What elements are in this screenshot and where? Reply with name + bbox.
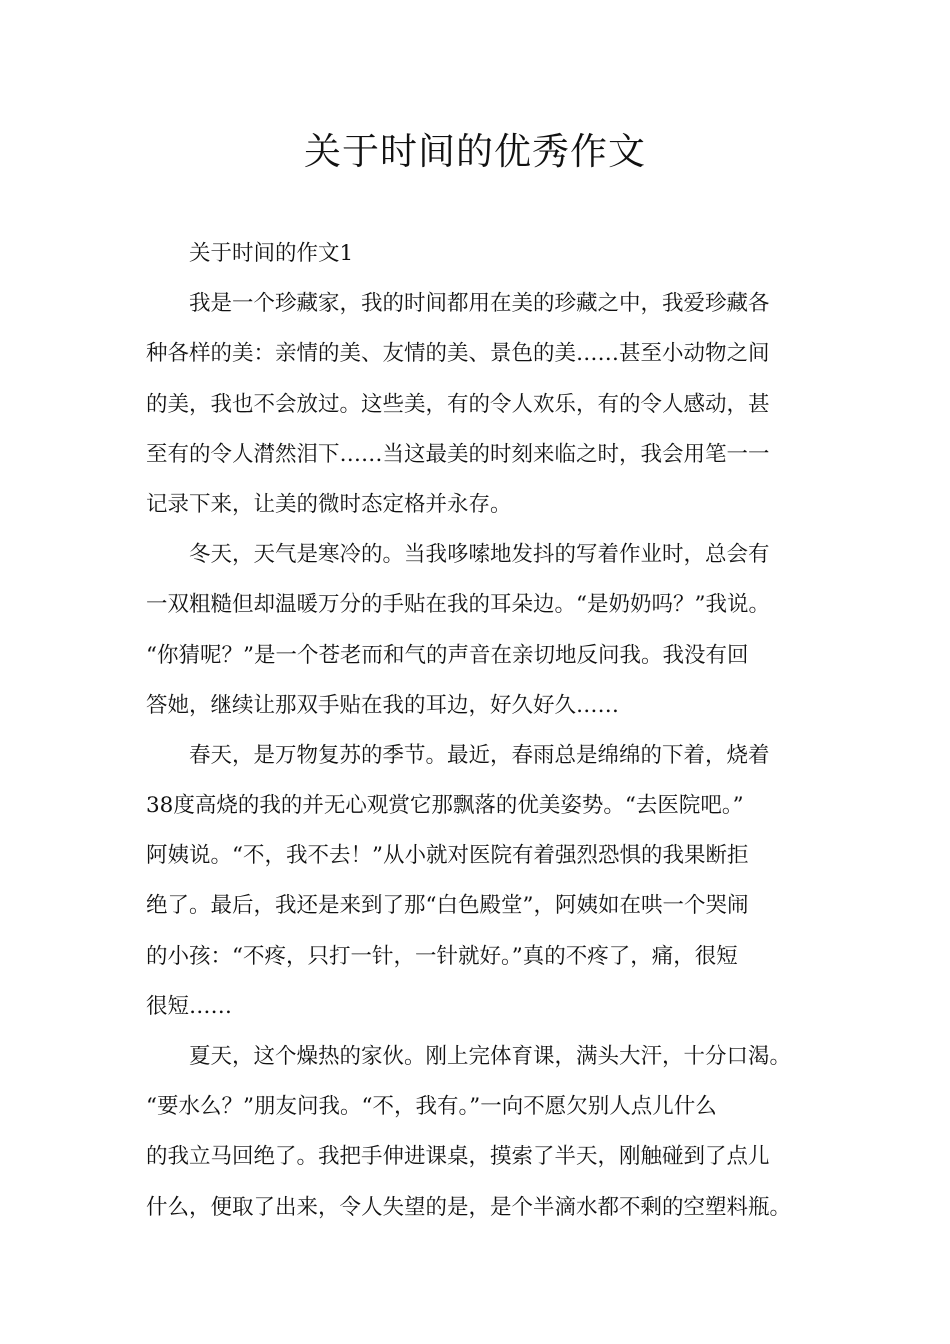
paragraph-heading bbox=[146, 229, 836, 279]
text-line: 的我立马回绝了。我把手伸进课桌，摸索了半天，刚触碰到了点儿 bbox=[146, 1144, 770, 1170]
text-line: 关于时间的作文1 bbox=[146, 241, 354, 266]
paragraph-winter bbox=[146, 530, 836, 731]
text-line: 绝了。最后，我还是来到了那“白色殿堂”，阿姨如在哄一个哭闹 bbox=[146, 893, 749, 919]
text-line: 冬天，天气是寒冷的。当我哆嗦地发抖的写着作业时，总会有 bbox=[146, 542, 770, 568]
text-line: 答她，继续让那双手贴在我的耳边，好久好久…… bbox=[146, 692, 620, 718]
text-line: “你猜呢？”是一个苍老而和气的声音在亲切地反问我。我没有回 bbox=[146, 642, 749, 668]
document-title: 关于时间的优秀作文 bbox=[304, 130, 646, 173]
text-line: 记录下来，让美的微时态定格并永存。 bbox=[146, 491, 512, 517]
text-line: 的小孩：“不疼，只打一针，一针就好。”真的不疼了，痛，很短 bbox=[146, 943, 738, 969]
text-line: 什么，便取了出来，令人失望的是，是个半滴水都不剩的空塑料瓶。 bbox=[146, 1194, 792, 1220]
text-line: 的美，我也不会放过。这些美，有的令人欢乐，有的令人感动，甚 bbox=[146, 391, 770, 417]
paragraph-spring bbox=[146, 731, 836, 1032]
text-line: 我是一个珍藏家，我的时间都用在美的珍藏之中，我爱珍藏各 bbox=[146, 291, 770, 317]
text-line: “要水么？”朋友问我。“不，我有。”一向不愿欠别人点儿什么 bbox=[146, 1094, 717, 1120]
text-line: 很短…… bbox=[146, 993, 233, 1019]
paragraph-collector bbox=[146, 279, 836, 530]
paragraph-summer bbox=[146, 1032, 836, 1233]
text-line: 夏天，这个燥热的家伙。刚上完体育课，满头大汗，十分口渴。 bbox=[146, 1044, 792, 1069]
text-line: 春天，是万物复苏的季节。最近，春雨总是绵绵的下着，烧着 bbox=[146, 742, 770, 768]
document-body bbox=[146, 229, 836, 1233]
text-line: 至有的令人潸然泪下……当这最美的时刻来临之时，我会用笔一一 bbox=[146, 441, 770, 467]
text-line: 阿姨说。“不，我不去！”从小就对医院有着强烈恐惧的我果断拒 bbox=[146, 843, 749, 869]
text-line: 一双粗糙但却温暖万分的手贴在我的耳朵边。“是奶奶吗？”我说。 bbox=[146, 592, 770, 618]
text-line: 种各样的美：亲情的美、友情的美、景色的美……甚至小动物之间 bbox=[146, 341, 770, 367]
text-line: 38度高烧的我的并无心观赏它那飘落的优美姿势。“去医院吧。” bbox=[146, 793, 744, 819]
